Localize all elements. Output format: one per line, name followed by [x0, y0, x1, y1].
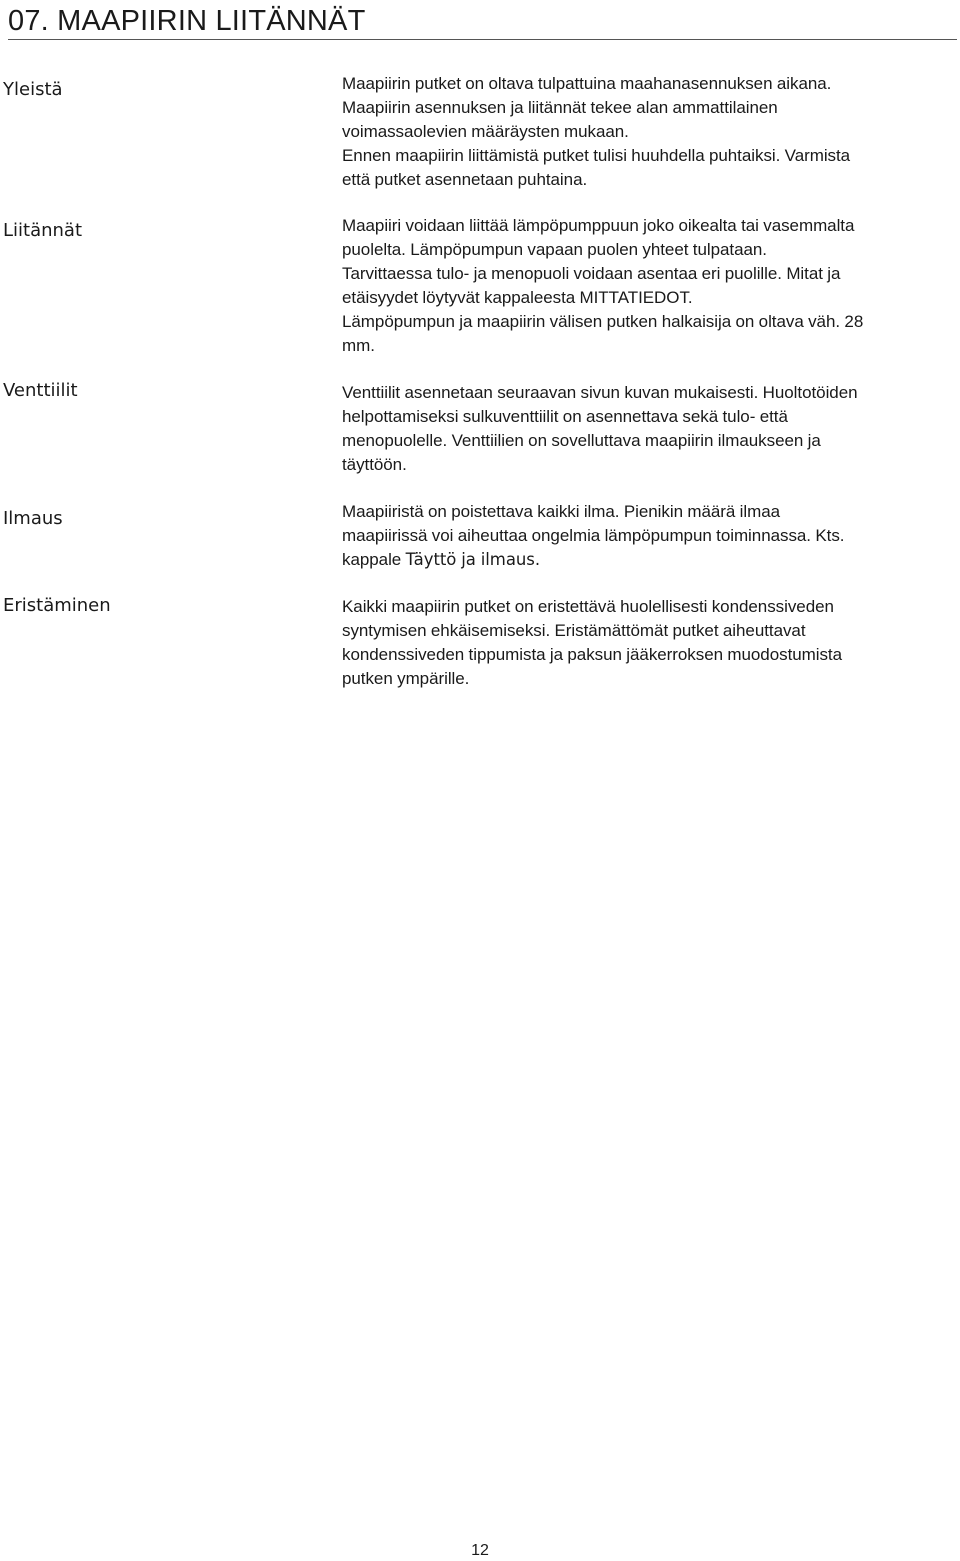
text-line: että putket asennetaan puhtaina.: [342, 170, 588, 189]
section-text-venttiilit: [342, 381, 954, 477]
text-line: Kaikki maapiirin putket on eristettävä huolellisesti kondenssiveden: [342, 597, 834, 616]
reference-prefix: kappale: [342, 550, 406, 569]
text-line: Venttiilit asennetaan seuraavan sivun kuvan mukaisesti. Huoltotöiden: [342, 383, 858, 402]
text-line: mm.: [342, 336, 375, 355]
section-text-yleista: [342, 72, 954, 192]
section-label-liitannat: Liitännät: [3, 220, 83, 241]
text-line: Maapiirin putket on oltava tulpattuina maahanasennuksen aikana.: [342, 74, 832, 93]
text-line: etäisyydet löytyvät kappaleesta MITTATIEDOT.: [342, 288, 693, 307]
text-line: Ennen maapiirin liittämistä putket tulisi huuhdella puhtaiksi. Varmista: [342, 146, 851, 165]
text-line: maapiirissä voi aiheuttaa ongelmia lämpöpumpun toiminnassa. Kts.: [342, 526, 845, 545]
page-number: 12: [471, 1542, 489, 1559]
section-label-yleista: Yleistä: [3, 79, 63, 100]
section-text-eristaminen: [342, 595, 954, 691]
section-label-venttiilit: Venttiilit: [3, 380, 78, 401]
text-line: puolelta. Lämpöpumpun vapaan puolen yhteet tulpataan.: [342, 240, 767, 259]
section-text-ilmaus: [342, 500, 954, 572]
text-line-with-reference: [342, 548, 954, 572]
text-line: Maapiiristä on poistettava kaikki ilma. Pienikin määrä ilmaa: [342, 502, 781, 521]
text-line: syntymisen ehkäisemiseksi. Eristämättömät putket aiheuttavat: [342, 621, 806, 640]
section-label-ilmaus: Ilmaus: [3, 508, 63, 529]
text-line: Maapiiri voidaan liittää lämpöpumppuun joko oikealta tai vasemmalta: [342, 216, 855, 235]
text-line: Tarvittaessa tulo- ja menopuoli voidaan asentaa eri puolille. Mitat ja: [342, 264, 841, 283]
text-line: täyttöön.: [342, 455, 407, 474]
text-line: Maapiirin asennuksen ja liitännät tekee alan ammattilainen: [342, 98, 778, 117]
text-line: menopuolelle. Venttiilien on sovelluttava maapiirin ilmaukseen ja: [342, 431, 821, 450]
chapter-reference: Täyttö ja ilmaus.: [405, 550, 541, 569]
text-line: voimassaolevien määräysten mukaan.: [342, 122, 629, 141]
text-line: kondenssiveden tippumista ja paksun jääkerroksen muodostumista: [342, 645, 843, 664]
section-label-eristaminen: Eristäminen: [3, 595, 111, 616]
text-line: Lämpöpumpun ja maapiirin välisen putken halkaisija on oltava väh. 28: [342, 312, 864, 331]
section-text-liitannat: [342, 214, 954, 358]
page-title: 07. MAAPIIRIN LIITÄNNÄT: [8, 5, 366, 37]
text-line: helpottamiseksi sulkuventtiilit on asennettava sekä tulo- että: [342, 407, 788, 426]
text-line: putken ympärille.: [342, 669, 470, 688]
title-divider: [8, 39, 957, 40]
